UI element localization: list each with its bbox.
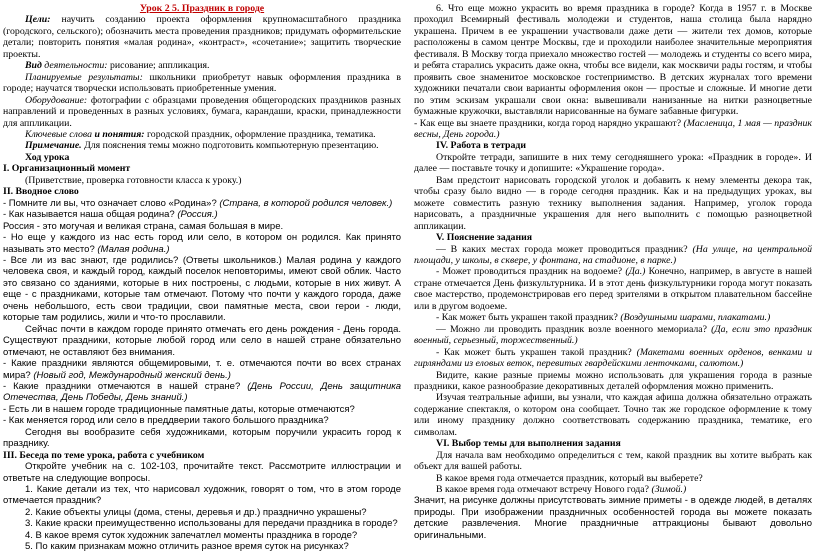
goals-label: Цели: [25,14,51,26]
results-text: школьники приобретут навык оформления праздника в городе; научатся творчески использовать приобретенные умения. [3,71,401,95]
question-5: - Все ли из вас знают, где родились? (Ответы школьников.) Малая родина у каждого человека своя, и каждый город, каждый поселок неповторимы, имеют свой облик. Часто это связано со зданиями, которые в них построены, с людьми, которые в них живут. А еще - с праздниками, которые там отмечают. Потому что почти у каждого города, даже очень небольшого, есть свои традиции, свои памятные места, свои герои - люди, которые там родились, жили и что-то прославили. [3,254,401,324]
list-item: 5. По каким признакам можно отличить разное время суток на рисунках? [25,541,349,553]
keywords-text: городской праздник, оформление праздника, тематика. [144,128,376,140]
activity-paragraph [3,60,401,71]
list-item: 3. Какие краски преимущественно использованы для передачи праздника в городе? [25,518,398,530]
activity-text: рисование; аппликация. [107,60,210,72]
question-season: В какое время года отмечается праздник, который вы выберете? [436,472,703,484]
question-decorated: - Как еще вы знаете праздники, когда город нарядно украшают? (Масленица, 1 мая — праздник весны, День города.) [414,117,812,140]
activity-label: Вид [25,60,42,72]
list-item: 1. Какие детали из тех, что нарисовал художник, говорят о том, что в этом городе отмечается праздник? [3,484,401,507]
question-decor-2: - Как может быть украшен такой праздник? (Макетами военных орденов, венками и гирляндами из еловых веток, перевитых гвардейскими ленточками, салютом.) [414,346,812,370]
keywords-paragraph [3,129,401,140]
section-3-text: Откройте учебник на с. 102-103, прочитайте текст. Рассмотрите иллюстрации и ответьте на следующие вопросы. [3,461,401,484]
list-item: 2. Какие объекты улицы (дома, стены, деревья и др.) празднично украшены? [25,506,367,518]
question-7: - Какие праздники отмечаются в нашей стране? (День России, День защитника Отечества, День Победы, День знаний.) [3,380,401,404]
question-4: - Но еще у каждого из нас есть город или село, в котором он родился. Как принято называть это место? (Малая родина.) [3,232,401,255]
question-9: - Как меняется город или село в преддверии такого большого праздника? [3,415,329,427]
paragraph-choose: Для начала вам необходимо определиться с тем, какой праздник вы хотите выбрать как объект для вашей работы. [414,449,812,473]
left-column [3,3,401,555]
section-2-heading: II. Вводное слово [3,186,79,198]
paragraph-techniques: Видите, какие разные приемы можно использовать для украшения города в разные праздники, какое разнообразие декоративных деталей оформления можно применить. [414,369,812,392]
section-6-heading: VI. Выбор темы для выполнения задания [436,438,621,450]
question-6: - Какие праздники являются общемировыми, т. е. отмечаются почти во всех странах мира? (Новый год, Международный женский день.) [3,358,401,381]
question-new-year: В какое время года отмечают встречу Нового года? (Зимой.) [436,484,687,496]
question-8: - Есть ли в нашем городе традиционные памятные даты, которые отмечаются? [3,403,355,415]
goals-paragraph [3,14,401,60]
keywords-and: и [92,128,103,140]
notebook-paragraph: Откройте тетради, запишите в них тему сегодняшнего урока: «Праздник в городе». И далее — поставьте точку и допишите: «Украшение города». [414,151,812,175]
equipment-paragraph [3,95,401,129]
question-decor-1: - Как может быть украшен такой праздник? (Воздушными шарами, плакатами.) [436,312,771,324]
results-paragraph [3,72,401,95]
equipment-label: Оборудование: [25,94,88,106]
section-1-heading: I. Организационный момент [3,163,131,175]
keywords-label-concepts: понятия: [102,128,145,140]
note-label: Примечание. [25,140,82,152]
section-3-heading: III. Беседа по теме урока, работа с учебником [3,449,205,461]
question-water: - Может проводиться праздник на водоеме? (Да.) Конечно, например, в августе в нашей стране отмечается День физкультурника. И в этот день физкультурники города могут показать свое мастерство, продемонстрировав его перед зрителями в открытом плавательном бассейне или в другом водоеме. [414,266,812,312]
list-item: 4. В какое время суток художник запечатлел моменты праздника в городе? [25,529,358,541]
lesson-title: Урок 2 5. Праздник в городе [139,3,265,14]
keywords-label: Ключевые слова [25,128,92,140]
question-places: — В каких местах города может проводиться праздник? (На улице, на центральной площади, у школы, в сквере, у фонтана, на стадионе, в парке.) [414,243,812,266]
section-5-heading: V. Пояснение задания [436,232,533,244]
paragraph-artists: Сегодня вы вообразите себя художниками, которым поручили украсить город к празднику. [3,426,401,450]
equipment-text: фотографии с образцами проведения общегородских праздников разных направлений и проведенных в разных условиях, бумага, карандаши, краски, принадлежности для аппликации. [3,94,401,129]
right-column [414,3,812,555]
activity-label-rest: деятельности: [41,60,108,72]
note-paragraph [3,140,401,151]
section-4-heading: IV. Работа в тетради [436,140,527,152]
paragraph-winter: Значит, на рисунке должны присутствовать зимние приметы - в одежде людей, в деталях природы. При изображении праздничных особенностей города вы можете показать детские развлечения. Многие праздничные аттракционы бывают довольно оригинальными. [414,495,812,541]
question-1: - Помните ли вы, что означает слово «Родина»? (Страна, в которой родился человек.) [3,197,393,209]
question-2: - Как называется наша общая родина? (Россия.) [3,209,218,221]
paragraph-posters: Изучая театральные афиши, вы узнали, что каждая афиша должна обязательно отражать содержание спектакля, о котором она сообщает. Точно так же городское оформление к тому или иному празднику должно соответствовать содержанию праздника, тематике, его символам. [414,392,812,438]
section-1-text: (Приветствие, проверка готовности класса к уроку.) [25,174,242,186]
note-text: Для пояснения темы можно подготовить компьютерную презентацию. [81,140,379,152]
paragraph-city-day: Сейчас почти в каждом городе принято отмечать его день рождения - День города. Существуют праздники, которые любой город или село в нашей стране обязательно отмечают, не оставляют без внимания. [3,323,401,358]
task-paragraph: Вам предстоит нарисовать городской уголок и добавить к нему элементы декора так, чтобы сразу было видно — в городе сегодня праздник. Как и на предыдущих уроках, вы можете совместить разную технику выполнения задания. Например, уголок города нарисовать, а праздничные украшения для него выполнить с помощью разноцветной аппликации. [414,174,812,232]
statement-russia: Россия - это могучая и великая страна, самая большая в мире. [3,220,284,232]
question-memorial: — Можно ли проводить праздник возле военного мемориала? (Да, если это праздник военный, серьезный, торжественный.) [414,323,812,347]
goals-text: научить созданию проекта оформления крупномасштабного праздника (городского, сельского); обозначить места проведения праздников; придумать оформительские детали; повторить понятия «малая родина», «контраст», «сочетание»; защитить творческие проекты. [3,14,401,60]
course-heading: Ход урока [25,151,70,163]
paragraph-festival: 6. Что еще можно украсить во время праздника в городе? Когда в 1957 г. в Москве проходил Всемирный фестиваль молодежи и студентов, наша столица была нарядно украшена. Причем в ее украшении участвовали даже дети — жители тех домов, которые расположены в самом центре Москвы, где и проходили наиболее значительные мероприятия фестиваля. В Москву тогда приехало множество гостей — молодежь и студенты со всего мира, и ребята старались украсить даже окна, чтобы все видели, как москвичи рады гостям, и чтобы проявить свое знаменитое московское гостеприимство. В детских журналах того времени художники печатали свои варианты оформления окон — простые и сложные. И многие дети по этим эскизам украшали свои окна: вывешивали нанизанные на нитки разноцветные бумажные кружочки, выставляли нарисованные на бумаге забавные фигурки. [414,3,812,118]
results-label: Планируемые результаты: [25,71,143,83]
